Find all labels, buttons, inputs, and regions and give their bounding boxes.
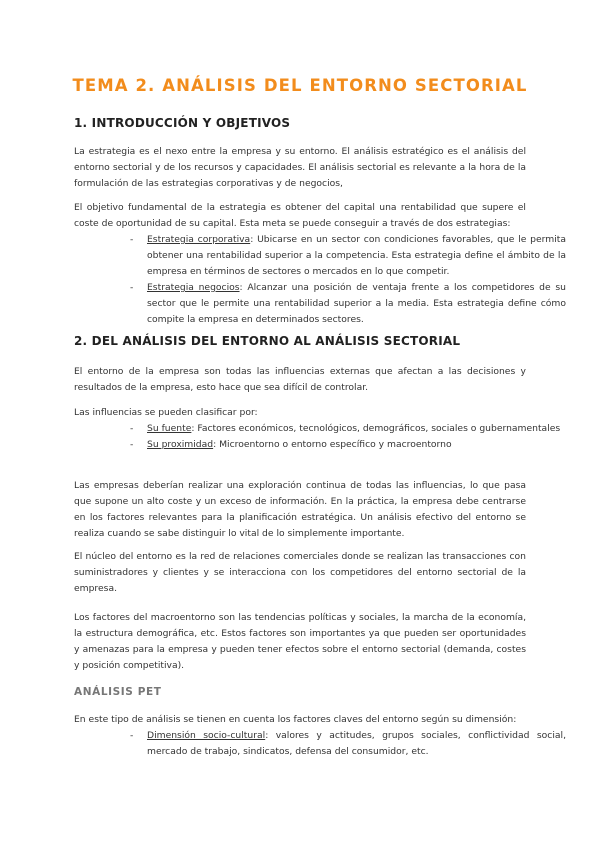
- subheading-analisis-pet: ANÁLISIS PET: [74, 686, 162, 698]
- list-item-term: Estrategia corporativa: [147, 234, 251, 245]
- bullet-list: [90, 421, 566, 453]
- paragraph: El objetivo fundamental de la estrategia es obtener del capital una rentabilidad que supere el coste de oportunidad de su capital. Esta meta se puede conseguir a través de dos estrategias:: [74, 202, 526, 229]
- section-heading-introduccion: 1. INTRODUCCIÓN Y OBJETIVOS: [74, 116, 291, 130]
- bullet-dash: -: [130, 439, 134, 450]
- bullet-dash: -: [130, 423, 134, 434]
- list-item-term: Estrategia negocios: [147, 282, 240, 293]
- list-item-text: : Microentorno o entorno específico y macroentorno: [213, 439, 452, 450]
- list-item: [130, 728, 566, 760]
- section-heading-entorno: 2. DEL ANÁLISIS DEL ENTORNO AL ANÁLISIS SECTORIAL: [74, 334, 461, 348]
- bullet-list: [90, 232, 566, 328]
- list-item: [130, 280, 566, 328]
- paragraph: El entorno de la empresa son todas las influencias externas que afectan a las decisiones y resultados de la empresa, esto hace que sea difícil de controlar.: [74, 366, 526, 393]
- paragraph: El núcleo del entorno es la red de relaciones comerciales donde se realizan las transacciones con suministradores y clientes y se interacciona con los competidores del entorno sectorial de la empresa.: [74, 551, 526, 594]
- list-item-text: : valores y actitudes, grupos sociales, conflictividad social, mercado de trabajo, sindicatos, defensa del consumidor, etc.: [147, 730, 566, 757]
- list-item-text: : Alcanzar una posición de ventaja frente a los competidores de su sector que le permite una rentabilidad superior a la media. Esta estrategia define cómo compite la empresa en determinados sectores.: [147, 282, 566, 325]
- list-item: [130, 232, 566, 280]
- list-item: [130, 437, 566, 453]
- paragraph: Las empresas deberían realizar una exploración continua de todas las influencias, lo que pasa que supone un alto coste y un exceso de información. En la práctica, la empresa debe centrarse en los factores relevantes para la planificación estratégica. Un análisis efectivo del entorno se realiza cuando se sabe distinguir lo vital de lo simplemente importante.: [74, 480, 526, 539]
- bullet-dash: -: [130, 282, 134, 293]
- list-item: [130, 421, 566, 437]
- paragraph: Los factores del macroentorno son las tendencias políticas y sociales, la marcha de la economía, la estructura demográfica, etc. Estos factores son importantes ya que pueden ser oportunidades y amenazas para la empresa y pueden tener efectos sobre el entorno sectorial (demanda, costes y posición competitiva).: [74, 612, 526, 671]
- list-item-term: Dimensión socio-cultural: [147, 730, 266, 741]
- paragraph: En este tipo de análisis se tienen en cuenta los factores claves del entorno según su dimensión:: [74, 714, 517, 725]
- list-item-text: : Ubicarse en un sector con condiciones favorables, que le permita obtener una rentabilidad superior a la competencia. Esta estrategia define el ámbito de la empresa en términos de sectores o mercados en lo que competir.: [147, 234, 566, 277]
- paragraph: La estrategia es el nexo entre la empresa y su entorno. El análisis estratégico es el análisis del entorno sectorial y de los recursos y capacidades. El análisis sectorial es relevante a la hora de la formulación de las estrategias corporativas y de negocios,: [74, 146, 526, 189]
- list-item-term: Su proximidad: [147, 439, 214, 450]
- list-item-term: Su fuente: [147, 423, 192, 434]
- list-item-text: : Factores económicos, tecnológicos, demográficos, sociales o gubernamentales: [191, 423, 561, 434]
- bullet-list: [90, 728, 566, 760]
- document-title: TEMA 2. ANÁLISIS DEL ENTORNO SECTORIAL: [72, 76, 528, 95]
- paragraph: Las influencias se pueden clasificar por:: [74, 407, 258, 418]
- bullet-dash: -: [130, 234, 134, 245]
- bullet-dash: -: [130, 730, 134, 741]
